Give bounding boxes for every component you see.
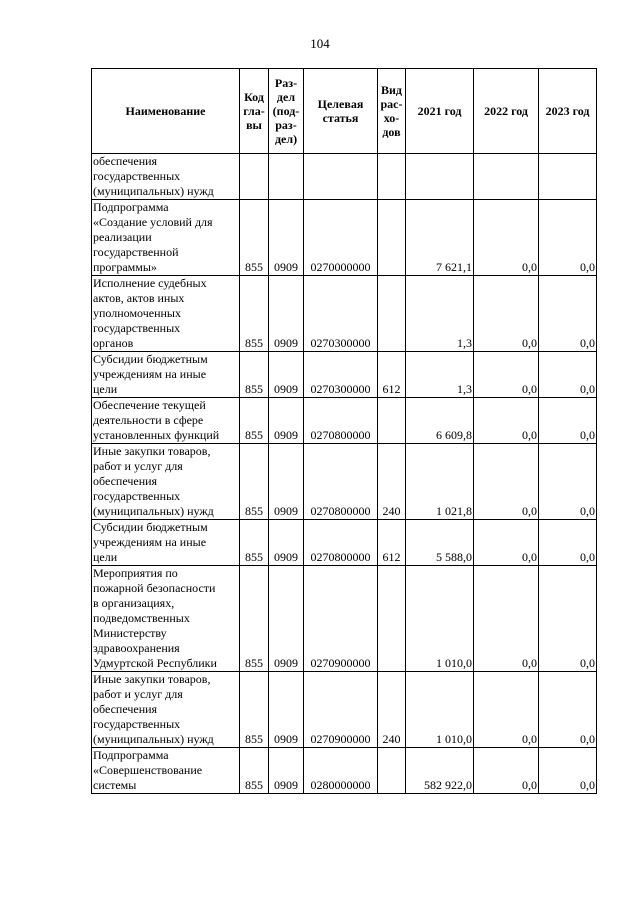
cell-2023: 0,0	[539, 748, 597, 794]
cell-name: Иные закупки товаров, работ и услуг для обеспечения государственных (муниципальных) нужд	[92, 444, 240, 520]
cell-2022: 0,0	[474, 748, 539, 794]
cell-kind	[378, 276, 406, 352]
cell-2021: 1,3	[406, 276, 474, 352]
cell-kind	[378, 154, 406, 200]
page-number: 104	[310, 36, 330, 51]
header-2021: 2021 год	[406, 69, 474, 154]
cell-2021: 1 021,8	[406, 444, 474, 520]
cell-name: Подпрограмма «Совершенствование системы	[92, 748, 240, 794]
cell-2022	[474, 154, 539, 200]
table-row	[92, 398, 597, 444]
cell-code: 855	[240, 276, 269, 352]
cell-2021: 7 621,1	[406, 200, 474, 276]
cell-kind: 612	[378, 520, 406, 566]
cell-section: 0909	[269, 672, 304, 748]
cell-2021: 582 922,0	[406, 748, 474, 794]
cell-section: 0909	[269, 444, 304, 520]
header-row	[92, 69, 597, 154]
cell-2023: 0,0	[539, 398, 597, 444]
header-section: Раз- дел (под- раз- дел)	[269, 69, 304, 154]
cell-code: 855	[240, 520, 269, 566]
header-target: Целевая статья	[304, 69, 378, 154]
cell-name: обеспечения государственных (муниципальных) нужд	[92, 154, 240, 200]
table-row	[92, 200, 597, 276]
header-2022: 2022 год	[474, 69, 539, 154]
table-body	[92, 154, 597, 794]
cell-section: 0909	[269, 398, 304, 444]
cell-kind	[378, 566, 406, 672]
cell-2022: 0,0	[474, 352, 539, 398]
cell-target: 0270900000	[304, 672, 378, 748]
cell-2021: 6 609,8	[406, 398, 474, 444]
cell-name: Исполнение судебных актов, актов иных уполномоченных государственных органов	[92, 276, 240, 352]
cell-section: 0909	[269, 748, 304, 794]
cell-code	[240, 154, 269, 200]
cell-target: 0270800000	[304, 520, 378, 566]
cell-kind: 240	[378, 444, 406, 520]
cell-2022: 0,0	[474, 566, 539, 672]
cell-2021: 1 010,0	[406, 566, 474, 672]
cell-2022: 0,0	[474, 520, 539, 566]
cell-2023: 0,0	[539, 276, 597, 352]
cell-2023: 0,0	[539, 444, 597, 520]
cell-2023: 0,0	[539, 566, 597, 672]
cell-section: 0909	[269, 276, 304, 352]
cell-name: Иные закупки товаров, работ и услуг для обеспечения государственных (муниципальных) нужд	[92, 672, 240, 748]
cell-target: 0270000000	[304, 200, 378, 276]
cell-code: 855	[240, 566, 269, 672]
cell-name: Субсидии бюджетным учреждениям на иные цели	[92, 352, 240, 398]
budget-table	[91, 68, 597, 794]
cell-target: 0280000000	[304, 748, 378, 794]
cell-kind	[378, 200, 406, 276]
cell-code: 855	[240, 672, 269, 748]
cell-2023: 0,0	[539, 352, 597, 398]
cell-code: 855	[240, 352, 269, 398]
cell-2021	[406, 154, 474, 200]
cell-2021: 1 010,0	[406, 672, 474, 748]
cell-2022: 0,0	[474, 200, 539, 276]
table-row	[92, 154, 597, 200]
table-row	[92, 444, 597, 520]
cell-section: 0909	[269, 200, 304, 276]
cell-code: 855	[240, 398, 269, 444]
table-row	[92, 276, 597, 352]
cell-2023: 0,0	[539, 200, 597, 276]
cell-2022: 0,0	[474, 672, 539, 748]
cell-name: Обеспечение текущей деятельности в сфере установленных функций	[92, 398, 240, 444]
cell-2023	[539, 154, 597, 200]
cell-target: 0270300000	[304, 352, 378, 398]
cell-section: 0909	[269, 352, 304, 398]
cell-target	[304, 154, 378, 200]
cell-code: 855	[240, 444, 269, 520]
cell-kind	[378, 748, 406, 794]
cell-2023: 0,0	[539, 672, 597, 748]
cell-target: 0270300000	[304, 276, 378, 352]
cell-2022: 0,0	[474, 444, 539, 520]
cell-section: 0909	[269, 566, 304, 672]
header-name: Наименование	[92, 69, 240, 154]
cell-2021: 1,3	[406, 352, 474, 398]
cell-2022: 0,0	[474, 276, 539, 352]
cell-target: 0270800000	[304, 444, 378, 520]
cell-2021: 5 588,0	[406, 520, 474, 566]
cell-2023: 0,0	[539, 520, 597, 566]
table-row	[92, 352, 597, 398]
cell-name: Мероприятия по пожарной безопасности в организациях, подведомственных Министерству здравоохранения Удмуртской Республики	[92, 566, 240, 672]
header-kind: Вид рас- хо- дов	[378, 69, 406, 154]
cell-kind: 612	[378, 352, 406, 398]
header-code: Код гла- вы	[240, 69, 269, 154]
header-2023: 2023 год	[539, 69, 597, 154]
cell-name: Подпрограмма «Создание условий для реализации государственной программы»	[92, 200, 240, 276]
table-row	[92, 672, 597, 748]
cell-section	[269, 154, 304, 200]
cell-code: 855	[240, 200, 269, 276]
cell-target: 0270900000	[304, 566, 378, 672]
table-row	[92, 748, 597, 794]
cell-kind: 240	[378, 672, 406, 748]
cell-code: 855	[240, 748, 269, 794]
cell-kind	[378, 398, 406, 444]
cell-target: 0270800000	[304, 398, 378, 444]
table-row	[92, 520, 597, 566]
cell-name: Субсидии бюджетным учреждениям на иные цели	[92, 520, 240, 566]
cell-2022: 0,0	[474, 398, 539, 444]
cell-section: 0909	[269, 520, 304, 566]
table-row	[92, 566, 597, 672]
